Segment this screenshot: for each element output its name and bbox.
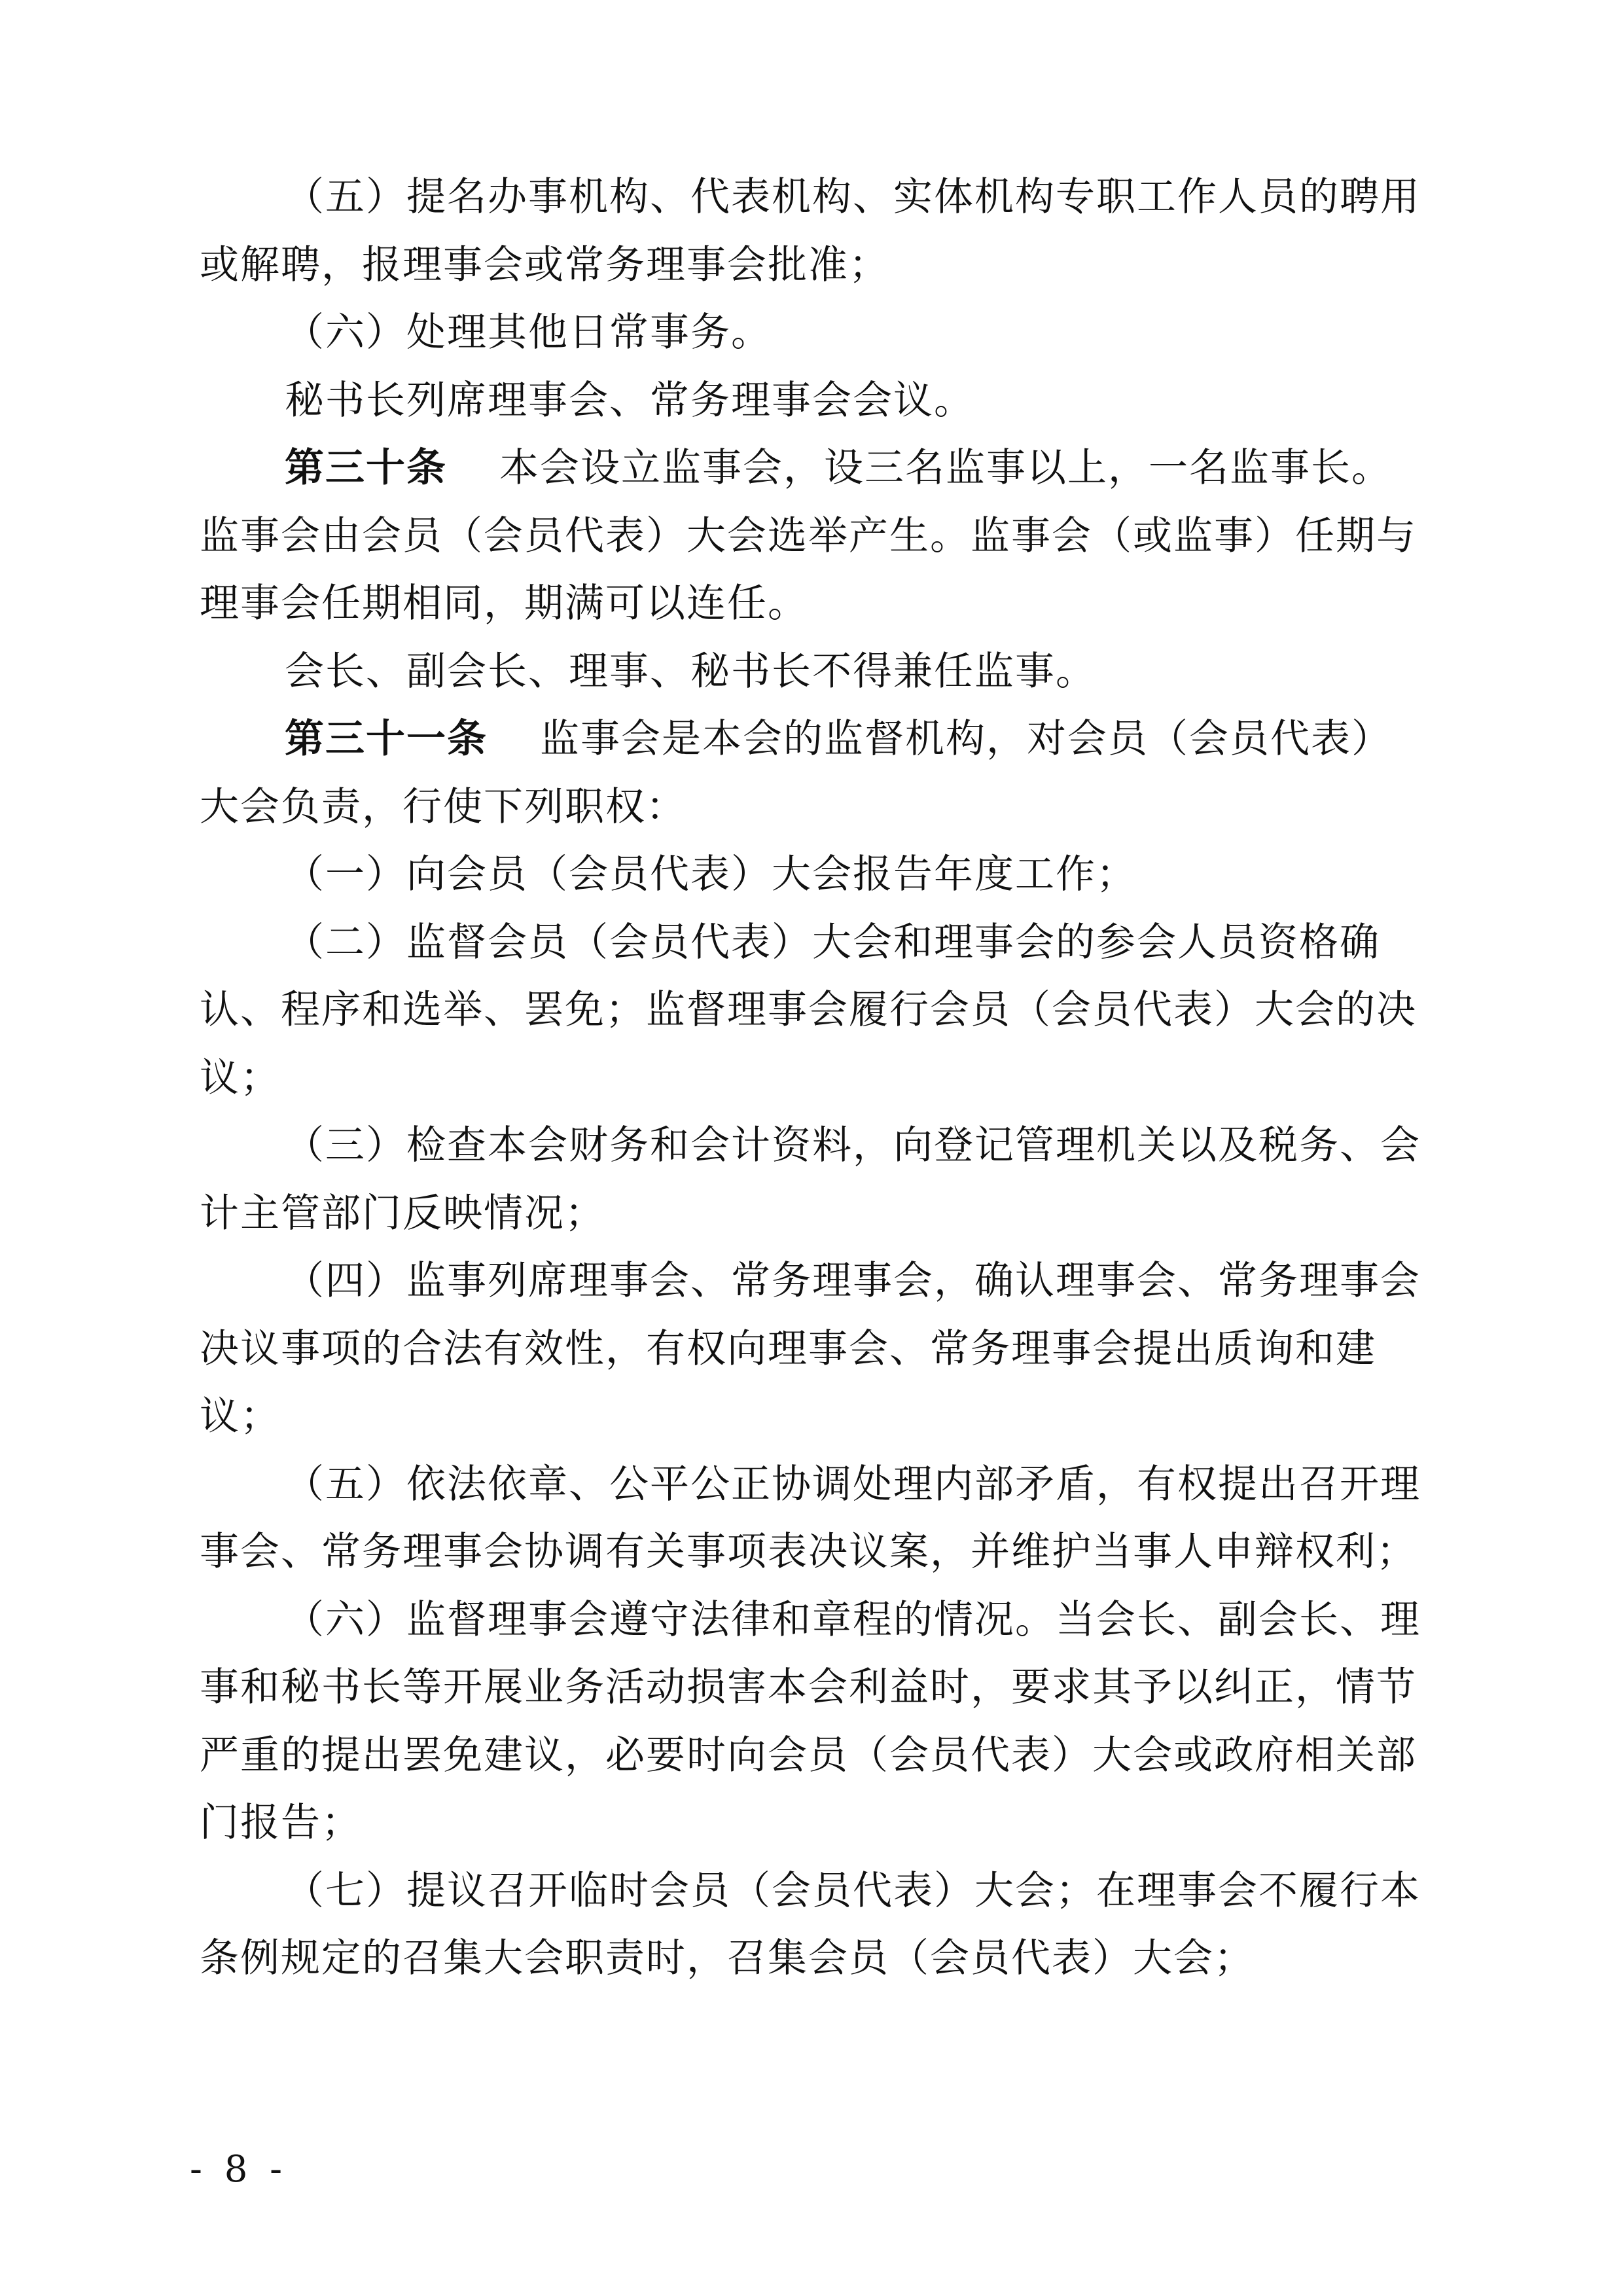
paragraph-duty-5	[200, 1451, 1430, 1587]
paragraph-text: 本会设立监事会，设三名监事以上，一名监事长。监事会由会员（会员代表）大会选举产生。监事会（或监事）任期与理事会任期相同，期满可以连任。	[200, 445, 1417, 626]
paragraph-duty-4	[200, 1247, 1430, 1451]
article-heading: 第三十一条	[285, 716, 488, 762]
paragraph-text: （七）提议召开临时会员（会员代表）大会；在理事会不履行本条例规定的召集大会职责时，召集会员（会员代表）大会；	[200, 1867, 1421, 1981]
paragraph-duty-6	[200, 1587, 1430, 1857]
paragraph-duty-2	[200, 909, 1430, 1113]
paragraph-item-5-nomination	[200, 164, 1430, 299]
paragraph-item-6-daily-affairs	[200, 299, 1430, 367]
article-heading: 第三十条	[285, 445, 447, 491]
paragraph-duty-1	[200, 841, 1430, 909]
paragraph-text: （六）监督理事会遵守法律和章程的情况。当会长、副会长、理事和秘书长等开展业务活动损害本会利益时，要求其予以纠正，情节严重的提出罢免建议，必要时向会员（会员代表）大会或政府相关部门报告；	[200, 1596, 1421, 1846]
paragraph-text: （一）向会员（会员代表）大会报告年度工作；	[285, 852, 1137, 897]
paragraph-secretary-general-attendance	[200, 367, 1430, 435]
paragraph-text: （四）监事列席理事会、常务理事会，确认理事会、常务理事会决议事项的合法有效性，有权向理事会、常务理事会提出质询和建议；	[200, 1258, 1421, 1439]
paragraph-no-concurrent-posts	[200, 638, 1430, 706]
paragraph-text: （五）依法依章、公平公正协调处理内部矛盾，有权提出召开理事会、常务理事会协调有关事项表决议案，并维护当事人申辩权利；	[200, 1461, 1421, 1575]
paragraph-text: （六）处理其他日常事务。	[285, 310, 772, 355]
paragraph-duty-7	[200, 1857, 1430, 1993]
paragraph-text: 会长、副会长、理事、秘书长不得兼任监事。	[285, 648, 1096, 694]
paragraph-text: 秘书长列席理事会、常务理事会会议。	[285, 377, 974, 423]
paragraph-article-30	[200, 435, 1430, 638]
document-body	[200, 164, 1430, 1993]
paragraph-text: （二）监督会员（会员代表）大会和理事会的参会人员资格确认、程序和选举、罢免；监督理事会履行会员（会员代表）大会的决议；	[200, 919, 1417, 1101]
paragraph-article-31	[200, 706, 1430, 841]
paragraph-text: 监事会是本会的监督机构，对会员（会员代表）大会负责，行使下列职权：	[200, 716, 1392, 830]
paragraph-text: （三）检查本会财务和会计资料，向登记管理机关以及税务、会计主管部门反映情况；	[200, 1122, 1421, 1236]
paragraph-text: （五）提名办事机构、代表机构、实体机构专职工作人员的聘用或解聘，报理事会或常务理事会批准；	[200, 174, 1421, 288]
page-number: - 8 -	[190, 2148, 288, 2191]
paragraph-duty-3	[200, 1112, 1430, 1247]
